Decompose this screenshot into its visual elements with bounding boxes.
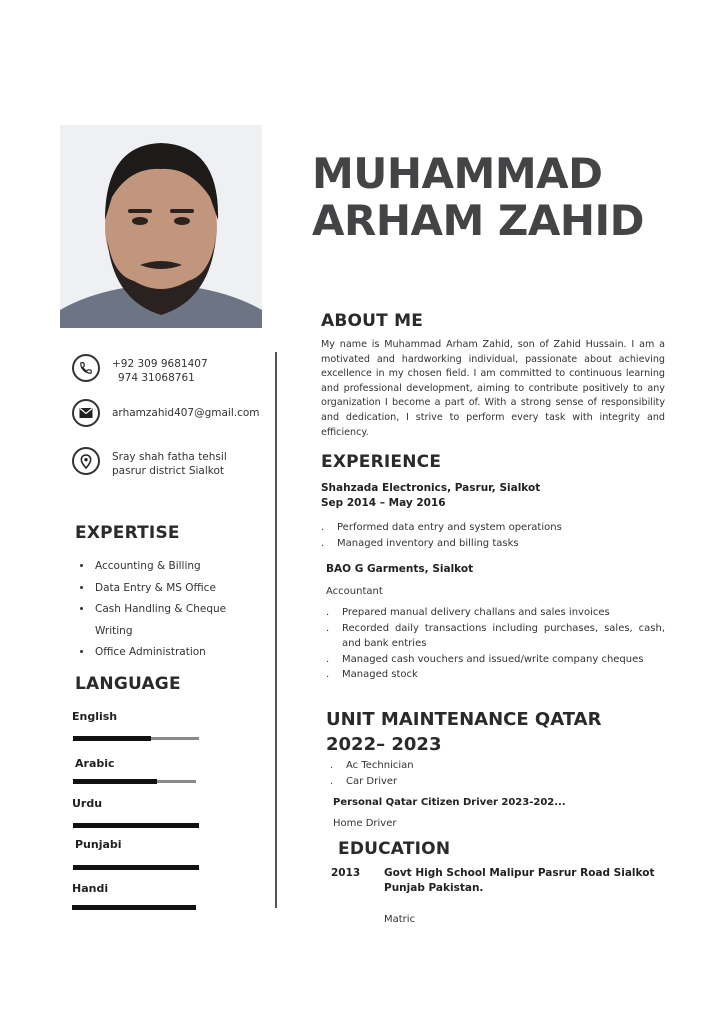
phone-2: 974 31068761 xyxy=(118,372,195,384)
expertise-item: • Data Entry & MS Office xyxy=(93,578,263,600)
full-name xyxy=(312,150,644,244)
education-year: 2013 xyxy=(331,867,361,879)
expertise-item: • Accounting & Billing xyxy=(93,556,263,578)
role-item: . Car Driver xyxy=(330,775,398,787)
duty-item: . Prepared manual delivery challans and sales invoices xyxy=(326,607,610,618)
language-bar-handi xyxy=(72,906,196,909)
duty-item: . Recorded daily transactions including purchases, sales, cash, and bank entries xyxy=(326,622,665,649)
address xyxy=(112,450,227,478)
qatar-sub-item: Home Driver xyxy=(333,818,397,829)
language-bar-fill xyxy=(73,823,199,828)
expertise-item: • Office Administration xyxy=(93,642,263,664)
qatar-sub-title: Personal Qatar Citizen Driver 2023-202... xyxy=(333,797,566,808)
language-bar-fill xyxy=(73,779,157,784)
qatar-heading: UNIT MAINTENANCE QATAR xyxy=(326,709,602,730)
job2-duties xyxy=(326,605,665,683)
location-pin-icon xyxy=(72,447,100,475)
language-bar-fill xyxy=(73,865,199,870)
language-bar-arabic xyxy=(73,780,196,783)
profile-photo xyxy=(60,125,262,328)
expertise-list xyxy=(73,556,263,664)
phone-numbers xyxy=(112,357,208,385)
job2-company: BAO G Garments, Sialkot xyxy=(326,563,474,575)
role-item: . Ac Technician xyxy=(330,760,414,771)
about-text: My name is Muhammad Arham Zahid, son of Zahid Hussain. I am a motivated and hardworking individual, passionate about achieving excellence in my chosen field. I am committed to continuous learning and professional development, aiming to contribute positively to any organization I become a part of. With a strong sense of responsibility and dedication, I strive to perform every task with integrity and efficiency. xyxy=(321,339,665,438)
language-heading: LANGUAGE xyxy=(75,674,181,694)
job1-duties xyxy=(321,520,651,551)
language-bar-punjabi xyxy=(73,866,199,869)
name-line-1: MUHAMMAD xyxy=(312,149,603,198)
name-line-2: ARHAM ZAHID xyxy=(312,196,645,245)
education-degree: Matric xyxy=(384,914,416,925)
address-line-2: pasrur district Sialkot xyxy=(112,465,225,477)
language-bar-fill xyxy=(72,905,196,910)
phone-1: +92 309 9681407 xyxy=(112,358,208,370)
expertise-item: • Cash Handling & Cheque Writing xyxy=(93,599,263,642)
duty-item: . Managed stock xyxy=(326,669,418,680)
about-heading: ABOUT ME xyxy=(321,311,424,331)
contact-address xyxy=(72,447,100,475)
language-bar-fill xyxy=(73,736,151,741)
job2-role: Accountant xyxy=(326,586,383,597)
column-divider xyxy=(275,352,277,908)
duty-item: . Managed inventory and billing tasks xyxy=(321,537,519,549)
address-line-1: Sray shah fatha tehsil xyxy=(112,451,227,463)
language-label-english: English xyxy=(72,710,118,723)
duty-item: . Performed data entry and system operations xyxy=(321,522,562,533)
job1-dates: Sep 2014 – May 2016 xyxy=(321,497,446,509)
language-label-punjabi: Punjabi xyxy=(75,838,122,851)
email-address: arhamzahid407@gmail.com xyxy=(112,407,260,419)
qatar-years: 2022– 2023 xyxy=(326,734,442,755)
education-school: Govt High School Malipur Pasrur Road Sialkot Punjab Pakistan. xyxy=(384,867,655,894)
language-label-handi: Handi xyxy=(72,882,109,895)
education-heading: EDUCATION xyxy=(338,839,451,859)
phone-icon xyxy=(72,354,100,382)
qatar-roles xyxy=(330,758,414,789)
language-label-urdu: Urdu xyxy=(72,797,103,810)
experience-heading: EXPERIENCE xyxy=(321,452,442,472)
duty-item: . Managed cash vouchers and issued/write company cheques xyxy=(326,653,644,665)
language-bar-urdu xyxy=(73,824,199,827)
mail-icon xyxy=(72,399,100,427)
expertise-heading: EXPERTISE xyxy=(75,523,180,543)
contact-phone xyxy=(72,354,100,382)
job1-company: Shahzada Electronics, Pasrur, Sialkot xyxy=(321,482,541,494)
language-label-arabic: Arabic xyxy=(75,757,115,770)
language-bar-english xyxy=(73,737,199,740)
contact-email xyxy=(72,399,100,427)
